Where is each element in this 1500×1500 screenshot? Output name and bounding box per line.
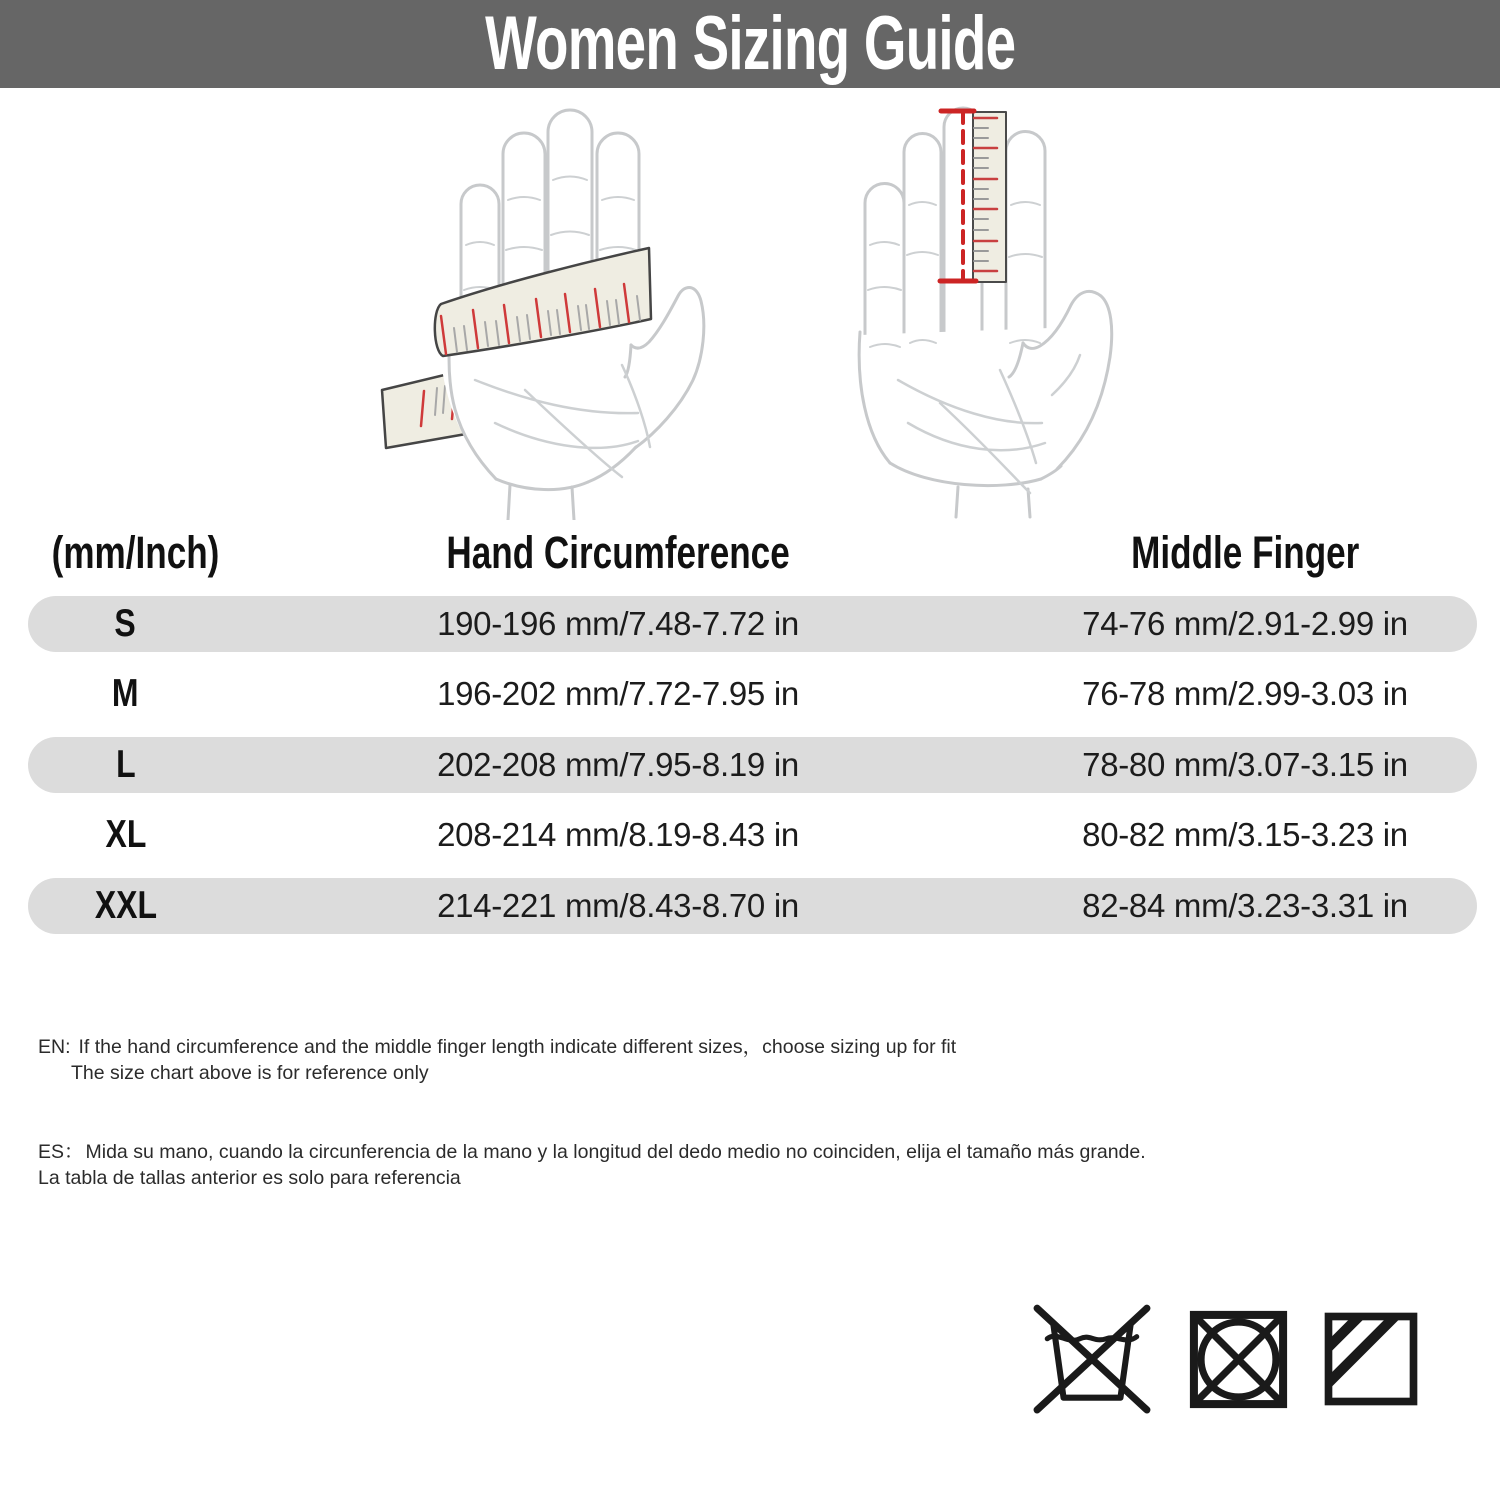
hand-circumference-value: 202-208 mm/7.95-8.19 in (437, 745, 799, 783)
column-header-hand-circumference: Hand Circumference (446, 527, 790, 578)
do-not-tumble-dry-icon (1185, 1306, 1292, 1413)
note-english (38, 1034, 956, 1086)
column-header-middle-finger: Middle Finger (1130, 527, 1360, 578)
table-row (28, 808, 1477, 864)
middle-finger-value: 76-78 mm/2.99-3.03 in (1082, 675, 1408, 713)
hand-circumference-value: 214-221 mm/8.43-8.70 in (437, 886, 799, 924)
page-title: Women Sizing Guide (484, 1, 1016, 86)
size-label: XL (105, 813, 146, 857)
table-row (28, 667, 1477, 723)
dry-in-shade-icon (1320, 1308, 1422, 1410)
note-spanish (38, 1139, 1146, 1191)
middle-finger-value: 78-80 mm/3.07-3.15 in (1082, 745, 1408, 783)
size-label: M (112, 672, 139, 716)
size-table-header (28, 523, 1477, 583)
size-label: S (114, 601, 137, 645)
header-banner (0, 0, 1500, 88)
table-row (28, 596, 1477, 652)
size-label: XXL (94, 883, 157, 927)
middle-finger-value: 80-82 mm/3.15-3.23 in (1082, 816, 1408, 854)
size-table (28, 596, 1477, 934)
size-label: L (115, 742, 136, 786)
measurement-hands-illustration (300, 85, 1220, 520)
hand-circumference-value: 196-202 mm/7.72-7.95 in (437, 675, 799, 713)
hand-circumference-illustration (382, 110, 704, 520)
hand-circumference-value: 190-196 mm/7.48-7.72 in (437, 604, 799, 642)
note-spanish-label: ES： (38, 1141, 84, 1163)
do-not-wash-icon (1031, 1294, 1153, 1416)
note-english-label: EN: (38, 1036, 71, 1058)
table-row (28, 878, 1477, 934)
note-english-line2: The size chart above is for reference only (71, 1062, 429, 1084)
note-spanish-line1: ES： Mida su mano, cuando la circunferencia de la mano y la longitud del dedo medio no coinciden, elija el tamaño más grande. (38, 1141, 1146, 1163)
table-row (28, 737, 1477, 793)
hand-circumference-value: 208-214 mm/8.19-8.43 in (437, 816, 799, 854)
finger-ruler (973, 112, 1006, 282)
middle-finger-value: 82-84 mm/3.23-3.31 in (1082, 886, 1408, 924)
note-english-line1: EN: If the hand circumference and the middle finger length indicate different sizes，choose sizing up for fit (38, 1036, 957, 1058)
middle-finger-illustration (859, 108, 1112, 517)
column-header-unit: (mm/Inch) (51, 527, 220, 578)
note-spanish-line2: La tabla de tallas anterior es solo para referencia (38, 1167, 461, 1189)
middle-finger-value: 74-76 mm/2.91-2.99 in (1082, 604, 1408, 642)
